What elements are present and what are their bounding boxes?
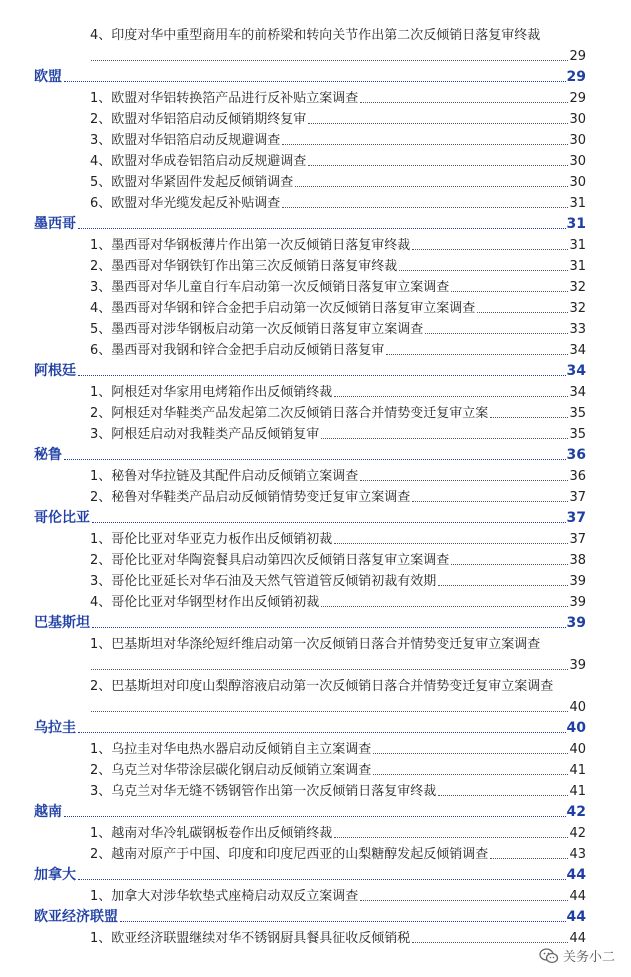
dot-leader xyxy=(334,543,568,544)
toc-entry-title: 1、秘鲁对华拉链及其配件启动反倾销立案调查 xyxy=(90,469,359,484)
toc-entry-leader[interactable] xyxy=(0,43,631,64)
toc-page-number: 31 xyxy=(569,196,586,211)
toc-page-number: 42 xyxy=(566,804,586,820)
dot-leader xyxy=(360,900,568,901)
toc-section-title: 越南 xyxy=(34,804,62,820)
toc-entry-title: 2、乌克兰对华带涂层碳化钢启动反倾销立案调查 xyxy=(90,763,372,778)
toc-entry-title: 3、哥伦比亚延长对华石油及天然气管道管反倾销初裁有效期 xyxy=(90,574,437,589)
toc-section-title: 巴基斯坦 xyxy=(34,615,90,631)
dot-leader xyxy=(399,270,568,271)
dot-leader xyxy=(412,501,568,502)
dot-leader xyxy=(373,753,568,754)
toc-section-title: 乌拉圭 xyxy=(34,720,76,736)
toc-entry[interactable] xyxy=(0,421,631,442)
dot-leader xyxy=(360,480,568,481)
toc-entry-title: 2、越南对原产于中国、印度和印度尼西亚的山梨糖醇发起反倾销调查 xyxy=(90,847,489,862)
toc-page-number: 41 xyxy=(569,763,586,778)
watermark xyxy=(539,946,615,965)
toc-page-number: 37 xyxy=(569,532,586,547)
dot-leader xyxy=(91,711,568,712)
toc-entry[interactable] xyxy=(0,547,631,568)
dot-leader xyxy=(308,165,568,166)
dot-leader xyxy=(490,417,568,418)
toc-page-number: 44 xyxy=(569,889,586,904)
toc-page-number: 40 xyxy=(566,720,586,736)
toc-entry[interactable] xyxy=(0,148,631,169)
dot-leader xyxy=(373,774,568,775)
toc-page-number: 37 xyxy=(569,490,586,505)
toc-page-number: 39 xyxy=(566,615,586,631)
toc-entry-title: 4、欧盟对华成卷铝箔启动反规避调查 xyxy=(90,154,307,169)
toc-entry[interactable] xyxy=(0,883,631,904)
toc-entry-title: 2、欧盟对华铝箔启动反倾销期终复审 xyxy=(90,112,307,127)
toc-page-number: 39 xyxy=(569,595,586,610)
toc-section-title: 欧盟 xyxy=(34,69,62,85)
watermark-text: 关务小二 xyxy=(562,950,615,965)
toc-page-number: 34 xyxy=(569,385,586,400)
toc-page-number: 36 xyxy=(566,447,586,463)
toc-section-heading[interactable] xyxy=(0,505,631,526)
toc-page-number: 35 xyxy=(569,427,586,442)
dot-leader xyxy=(64,816,566,817)
dot-leader xyxy=(78,879,566,880)
dot-leader xyxy=(78,375,566,376)
toc-entry-title: 1、巴基斯坦对华涤纶短纤维启动第一次反倾销日落合并情势变迁复审立案调查 xyxy=(90,637,541,652)
dot-leader xyxy=(78,732,566,733)
wechat-icon xyxy=(539,948,559,964)
toc-entry-title: 2、阿根廷对华鞋类产品发起第二次反倾销日落合并情势变迁复审立案 xyxy=(90,406,489,421)
toc-entry-title: 2、哥伦比亚对华陶瓷餐具启动第四次反倾销日落复审立案调查 xyxy=(90,553,450,568)
toc-entry-title: 3、墨西哥对华儿童自行车启动第一次反倾销日落复审立案调查 xyxy=(90,280,450,295)
toc-entry-title: 4、哥伦比亚对华钢型材作出反倾销初裁 xyxy=(90,595,320,610)
dot-leader xyxy=(386,354,568,355)
toc-entry[interactable] xyxy=(0,169,631,190)
toc-page-number: 31 xyxy=(566,216,586,232)
dot-leader xyxy=(438,585,568,586)
dot-leader xyxy=(412,942,568,943)
dot-leader xyxy=(321,438,568,439)
toc-page-number: 32 xyxy=(569,301,586,316)
toc-entry[interactable] xyxy=(0,295,631,316)
toc-entry[interactable] xyxy=(0,232,631,253)
toc-entry[interactable] xyxy=(0,253,631,274)
dot-leader xyxy=(308,123,568,124)
toc-section-title: 秘鲁 xyxy=(34,447,62,463)
toc-entry[interactable] xyxy=(0,589,631,610)
toc-entry[interactable] xyxy=(0,820,631,841)
toc-page-number: 36 xyxy=(569,469,586,484)
toc-entry[interactable] xyxy=(0,736,631,757)
dot-leader xyxy=(360,102,568,103)
toc-entry-title: 2、巴基斯坦对印度山梨醇溶液启动第一次反倾销日落合并情势变迁复审立案调查 xyxy=(90,679,554,694)
toc-entry-title: 6、欧盟对华光缆发起反补贴调查 xyxy=(90,196,281,211)
toc-entry[interactable] xyxy=(0,379,631,400)
toc-page-number: 39 xyxy=(569,574,586,589)
dot-leader xyxy=(92,522,566,523)
toc-entry-title: 2、秘鲁对华鞋类产品启动反倾销情势变迁复审立案调查 xyxy=(90,490,411,505)
toc-entry-title: 3、乌克兰对华无缝不锈钢管作出第一次反倾销日落复审终裁 xyxy=(90,784,437,799)
toc-entry-title: 1、欧盟对华铝转换箔产品进行反补贴立案调查 xyxy=(90,91,359,106)
toc-entry-title: 1、阿根廷对华家用电烤箱作出反倾销终裁 xyxy=(90,385,333,400)
toc-section-title: 欧亚经济联盟 xyxy=(34,909,118,925)
toc-page-number: 44 xyxy=(566,867,586,883)
dot-leader xyxy=(64,81,566,82)
dot-leader xyxy=(282,144,568,145)
toc-entry[interactable] xyxy=(0,400,631,421)
dot-leader xyxy=(91,669,568,670)
toc-page-number: 31 xyxy=(569,238,586,253)
toc-entry[interactable] xyxy=(0,631,631,652)
dot-leader xyxy=(321,606,568,607)
toc-entry[interactable] xyxy=(0,274,631,295)
toc-entry-title: 4、墨西哥对华钢和锌合金把手启动第一次反倾销日落复审立案调查 xyxy=(90,301,476,316)
toc-entry[interactable] xyxy=(0,190,631,211)
dot-leader xyxy=(425,333,568,334)
toc-page-number: 34 xyxy=(569,343,586,358)
dot-leader xyxy=(451,291,568,292)
toc-section-heading[interactable] xyxy=(0,610,631,631)
toc-entry[interactable] xyxy=(0,526,631,547)
toc-entry[interactable] xyxy=(0,568,631,589)
toc-entry[interactable] xyxy=(0,463,631,484)
dot-leader xyxy=(295,186,568,187)
dot-leader xyxy=(438,795,568,796)
dot-leader xyxy=(490,858,568,859)
toc-section-title: 墨西哥 xyxy=(34,216,76,232)
toc-entry-title: 5、欧盟对华紧固件发起反倾销调查 xyxy=(90,175,294,190)
toc-page-number: 43 xyxy=(569,847,586,862)
toc-page-number: 30 xyxy=(569,112,586,127)
toc-entry-title: 5、墨西哥对涉华钢板启动第一次反倾销日落复审立案调查 xyxy=(90,322,424,337)
toc-entry[interactable] xyxy=(0,673,631,694)
toc-page-number: 31 xyxy=(569,259,586,274)
toc-entry[interactable] xyxy=(0,85,631,106)
toc-page-number: 29 xyxy=(569,91,586,106)
toc-page-number: 30 xyxy=(569,175,586,190)
toc-entry-title: 1、墨西哥对华钢板薄片作出第一次反倾销日落复审终裁 xyxy=(90,238,411,253)
toc-section-title: 加拿大 xyxy=(34,867,76,883)
toc-page-number: 40 xyxy=(569,700,586,715)
dot-leader xyxy=(477,312,568,313)
toc-page-number: 35 xyxy=(569,406,586,421)
toc-entry[interactable] xyxy=(0,106,631,127)
dot-leader xyxy=(91,60,568,61)
toc-page-number: 39 xyxy=(569,658,586,673)
toc-page-number: 33 xyxy=(569,322,586,337)
toc-page-number: 40 xyxy=(569,742,586,757)
toc-page-number: 29 xyxy=(569,49,586,64)
toc-entry-leader[interactable] xyxy=(0,652,631,673)
dot-leader xyxy=(78,228,566,229)
toc-entry-title: 1、加拿大对涉华软垫式座椅启动双反立案调查 xyxy=(90,889,359,904)
toc-page-number: 34 xyxy=(566,363,586,379)
toc-section-heading[interactable] xyxy=(0,904,631,925)
toc-entry[interactable] xyxy=(0,22,631,43)
toc-page-number: 29 xyxy=(566,69,586,85)
toc-entry-title: 1、欧亚经济联盟继续对华不锈钢厨具餐具征收反倾销税 xyxy=(90,931,411,946)
toc-page-number: 32 xyxy=(569,280,586,295)
toc-section-heading[interactable] xyxy=(0,799,631,820)
dot-leader xyxy=(64,459,566,460)
toc-entry-title: 2、墨西哥对华钢铁钉作出第三次反倾销日落复审终裁 xyxy=(90,259,398,274)
dot-leader xyxy=(334,396,568,397)
dot-leader xyxy=(451,564,568,565)
toc-section-title: 阿根廷 xyxy=(34,363,76,379)
toc-entry[interactable] xyxy=(0,316,631,337)
toc-entry[interactable] xyxy=(0,127,631,148)
toc-entry-title: 1、越南对华冷轧碳钢板卷作出反倾销终裁 xyxy=(90,826,333,841)
toc-entry-title: 3、欧盟对华铝箔启动反规避调查 xyxy=(90,133,281,148)
toc-entry-title: 6、墨西哥对我钢和锌合金把手启动反倾销日落复审 xyxy=(90,343,385,358)
toc-entry-title: 3、阿根廷启动对我鞋类产品反倾销复审 xyxy=(90,427,320,442)
toc-section-heading[interactable] xyxy=(0,211,631,232)
toc-entry-title: 1、乌拉圭对华电热水器启动反倾销自主立案调查 xyxy=(90,742,372,757)
toc-entry[interactable] xyxy=(0,841,631,862)
toc-entry-title: 4、印度对华中重型商用车的前桥梁和转向关节作出第二次反倾销日落复审终裁 xyxy=(90,28,541,43)
toc-entry-title: 1、哥伦比亚对华亚克力板作出反倾销初裁 xyxy=(90,532,333,547)
dot-leader xyxy=(120,921,566,922)
toc-entry[interactable] xyxy=(0,337,631,358)
toc-entry[interactable] xyxy=(0,757,631,778)
toc-entry[interactable] xyxy=(0,484,631,505)
toc-section-heading[interactable] xyxy=(0,442,631,463)
toc-page-number: 37 xyxy=(566,510,586,526)
toc-page-number: 38 xyxy=(569,553,586,568)
toc-section-heading[interactable] xyxy=(0,862,631,883)
toc-section-title: 哥伦比亚 xyxy=(34,510,90,526)
toc-entry-leader[interactable] xyxy=(0,694,631,715)
toc-page-number: 42 xyxy=(569,826,586,841)
toc-page-number: 44 xyxy=(569,931,586,946)
dot-leader xyxy=(412,249,568,250)
toc-page-number: 30 xyxy=(569,154,586,169)
toc-entry[interactable] xyxy=(0,925,631,946)
toc-section-heading[interactable] xyxy=(0,64,631,85)
toc-page-number: 44 xyxy=(566,909,586,925)
toc-section-heading[interactable] xyxy=(0,358,631,379)
dot-leader xyxy=(92,627,566,628)
dot-leader xyxy=(282,207,568,208)
toc-page-number: 41 xyxy=(569,784,586,799)
toc-section-heading[interactable] xyxy=(0,715,631,736)
toc-entry[interactable] xyxy=(0,778,631,799)
toc-page-number: 30 xyxy=(569,133,586,148)
dot-leader xyxy=(334,837,568,838)
